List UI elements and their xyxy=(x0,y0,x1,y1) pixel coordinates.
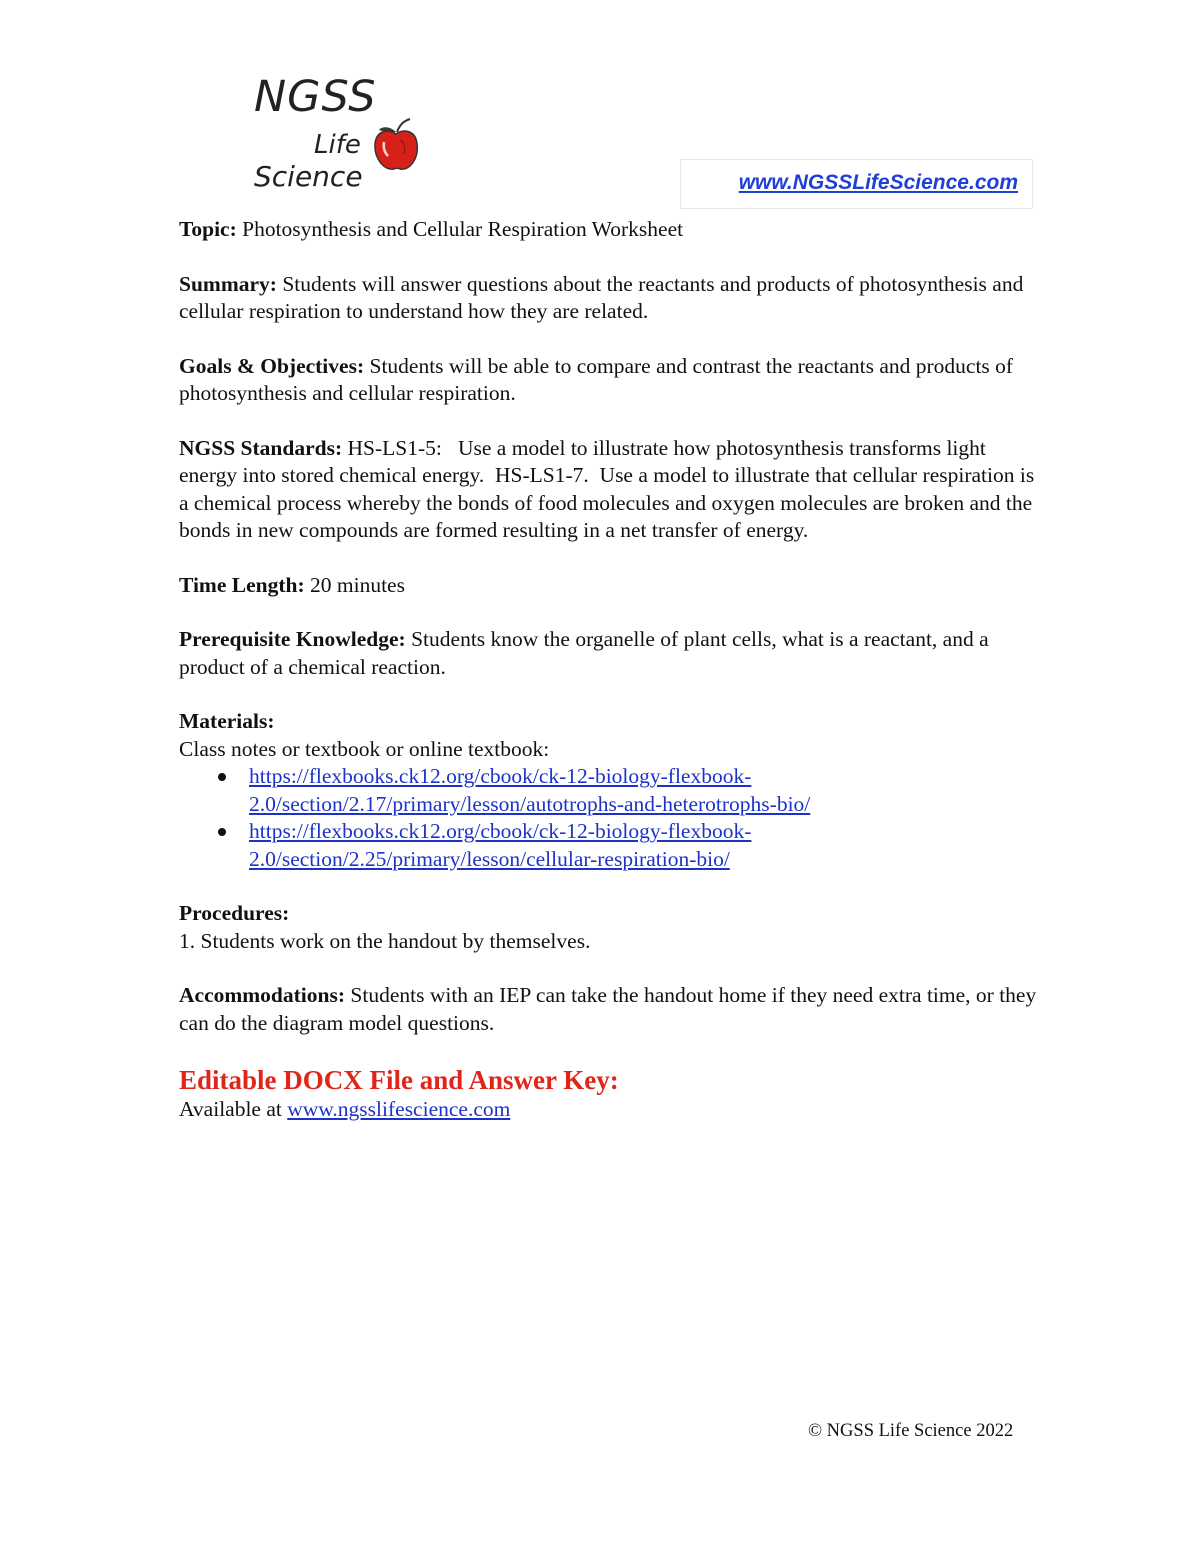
time-section xyxy=(179,572,1039,600)
standards-text: HS-LS1-5: Use a model to illustrate how photosynthesis transforms light energy into stored chemical energy. HS-LS1-7. Use a model to illustrate that cellular respiration is a chemical process whereby the bonds of food molecules and oxygen molecules are broken and the bonds in new compounds are formed resulting in a net transfer of energy. xyxy=(179,435,1040,542)
material-link-autotrophs-line2: 2.0/section/2.17/primary/lesson/autotrophs-and-heterotrophs-bio/ xyxy=(249,791,811,816)
logo-life-text: Life xyxy=(314,130,361,160)
procedure-step-1: 1. Students work on the handout by themselves. xyxy=(179,928,591,953)
availability-prefix: Available at xyxy=(179,1097,288,1121)
goals-label: Goals & Objectives: xyxy=(179,353,365,378)
prereq-text: Students know the organelle of plant cells, what is a reactant, and a product of a chemical reaction. xyxy=(179,627,989,679)
time-text: 20 minutes xyxy=(304,572,405,597)
editable-section xyxy=(179,1064,1039,1124)
ngss-logo xyxy=(252,72,422,202)
logo-science-text: Science xyxy=(254,160,363,193)
site-url-link[interactable]: www.NGSSLifeScience.com xyxy=(738,171,1018,194)
topic-label: Topic: xyxy=(179,217,237,241)
editable-heading: Editable DOCX File and Answer Key: xyxy=(179,1065,619,1095)
materials-label: Materials: xyxy=(179,709,275,733)
material-link-autotrophs[interactable] xyxy=(249,764,810,816)
goals-section xyxy=(179,353,1039,408)
material-link-respiration-line1: https://flexbooks.ck12.org/cbook/ck-12-biology-flexbook- xyxy=(249,819,752,843)
materials-section xyxy=(179,708,1039,873)
materials-list xyxy=(179,763,1039,873)
site-url-box xyxy=(680,159,1033,209)
apple-icon xyxy=(370,118,422,174)
material-link-autotrophs-line1: https://flexbooks.ck12.org/cbook/ck-12-biology-flexbook- xyxy=(249,764,752,788)
accommodations-section xyxy=(179,982,1039,1037)
goals-text: Students will be able to compare and contrast the reactants and products of photosynthesis and cellular respiration. xyxy=(179,353,1014,405)
materials-intro: Class notes or textbook or online textbook: xyxy=(179,736,550,761)
accommodations-text: Students with an IEP can take the handout home if they need extra time, or they can do the diagram model questions. xyxy=(179,983,1037,1035)
lesson-plan-body xyxy=(179,216,1039,1124)
summary-section xyxy=(179,271,1039,326)
summary-label: Summary: xyxy=(179,271,277,296)
logo-ngss-text: NGSS xyxy=(254,72,377,122)
list-item xyxy=(249,763,1039,818)
material-link-respiration[interactable] xyxy=(249,819,751,871)
prereq-section xyxy=(179,626,1039,681)
summary-text: Students will answer questions about the reactants and products of photosynthesis and cellular respiration to understand how they are related. xyxy=(179,271,1024,323)
standards-section xyxy=(179,435,1039,545)
prereq-label: Prerequisite Knowledge: xyxy=(179,627,406,651)
list-item xyxy=(249,818,1039,873)
material-link-respiration-line2: 2.0/section/2.25/primary/lesson/cellular-respiration-bio/ xyxy=(249,846,730,871)
availability-line xyxy=(179,1096,1039,1124)
procedures-section xyxy=(179,900,1039,955)
standards-label: NGSS Standards: xyxy=(179,435,343,460)
topic-text: Photosynthesis and Cellular Respiration Worksheet xyxy=(236,217,684,241)
topic-section xyxy=(179,216,1039,244)
time-label: Time Length: xyxy=(179,572,305,597)
accommodations-label: Accommodations: xyxy=(179,983,346,1007)
copyright-footer: © NGSS Life Science 2022 xyxy=(808,1421,1014,1441)
ngss-website-link[interactable]: www.ngsslifescience.com xyxy=(287,1097,511,1121)
procedures-label: Procedures: xyxy=(179,901,290,925)
